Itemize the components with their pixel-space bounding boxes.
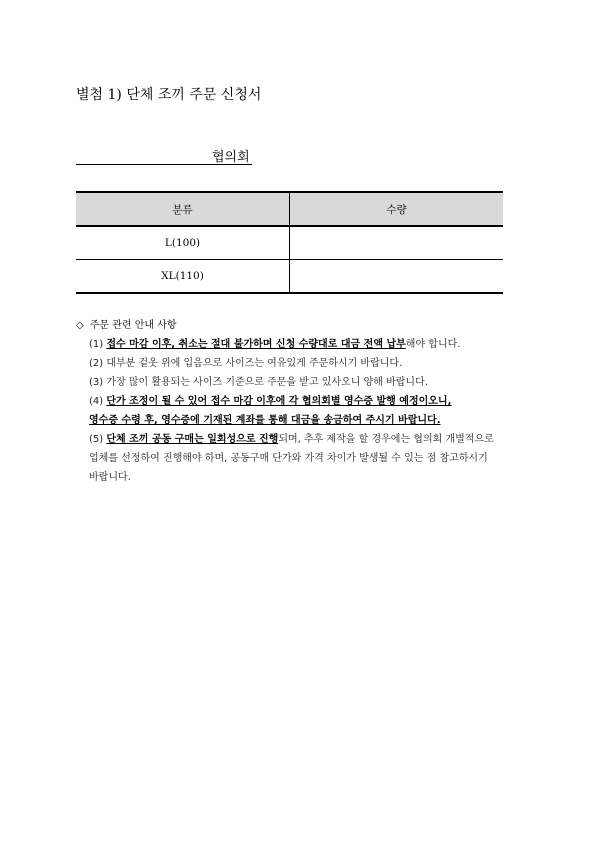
size-category-cell: L(100) — [76, 226, 290, 260]
table-header-row — [76, 192, 503, 226]
note-emphasis-text: 영수증 수령 후, 영수증에 기재된 계좌를 통해 대금을 송금하여 주시기 바랍니다. — [89, 415, 441, 426]
note-text: 해야 합니다. — [405, 339, 461, 350]
note-line — [89, 335, 516, 354]
note-number: (1) — [89, 339, 107, 350]
quantity-cell[interactable] — [290, 226, 504, 260]
note-number: (3) — [89, 377, 107, 388]
table-row — [76, 260, 503, 294]
note-item — [76, 354, 516, 373]
note-emphasis-text: 단가 조정이 될 수 있어 접수 마감 이후에 각 협의회별 영수증 발행 예정이오니, — [106, 396, 452, 407]
column-header-category: 분류 — [76, 192, 290, 226]
note-line — [89, 373, 516, 392]
note-line — [89, 392, 516, 411]
note-line — [89, 411, 516, 430]
table-row — [76, 226, 503, 260]
note-emphasis-text: 단체 조끼 공동 구매는 일회성으로 진행 — [106, 434, 279, 445]
column-header-quantity: 수량 — [290, 192, 504, 226]
notes-list — [76, 335, 516, 487]
note-number: (5) — [89, 434, 107, 445]
notes-heading-text: 주문 관련 안내 사항 — [89, 320, 177, 331]
note-number: (4) — [89, 396, 107, 407]
notes-heading — [76, 316, 516, 335]
note-item — [76, 335, 516, 354]
note-item — [76, 373, 516, 392]
order-notes — [76, 316, 516, 487]
size-category-cell: XL(110) — [76, 260, 290, 294]
note-text: 업체를 선정하여 진행해야 하며, 공동구매 단가와 가격 차이가 발생될 수 있는 점 참고하시기 — [89, 453, 488, 464]
note-line — [89, 430, 516, 449]
note-line — [89, 449, 516, 468]
note-text: 가장 많이 활용되는 사이즈 기준으로 주문을 받고 있사오니 양해 바랍니다. — [106, 377, 428, 388]
note-number: (2) — [89, 358, 107, 369]
note-item — [76, 392, 516, 430]
association-label: 협의회 — [212, 150, 250, 165]
note-emphasis-text: 접수 마감 이후, 취소는 절대 불가하며 신청 수량대로 대금 전액 납부 — [106, 339, 406, 350]
note-item — [76, 430, 516, 487]
order-table — [76, 191, 503, 294]
diamond-bullet-icon: ◇ — [76, 320, 84, 331]
note-text: 바랍니다. — [89, 472, 131, 483]
document-title: 별첨 1) 단체 조끼 주문 신청서 — [76, 87, 262, 103]
note-text: 대부분 겉옷 위에 입음으로 사이즈는 여유있게 주문하시기 바랍니다. — [106, 358, 403, 369]
note-line — [89, 354, 516, 373]
note-text: 되며, 추후 제작을 할 경우에는 협의회 개별적으로 — [278, 434, 494, 445]
quantity-cell[interactable] — [290, 260, 504, 294]
note-line — [89, 468, 516, 487]
